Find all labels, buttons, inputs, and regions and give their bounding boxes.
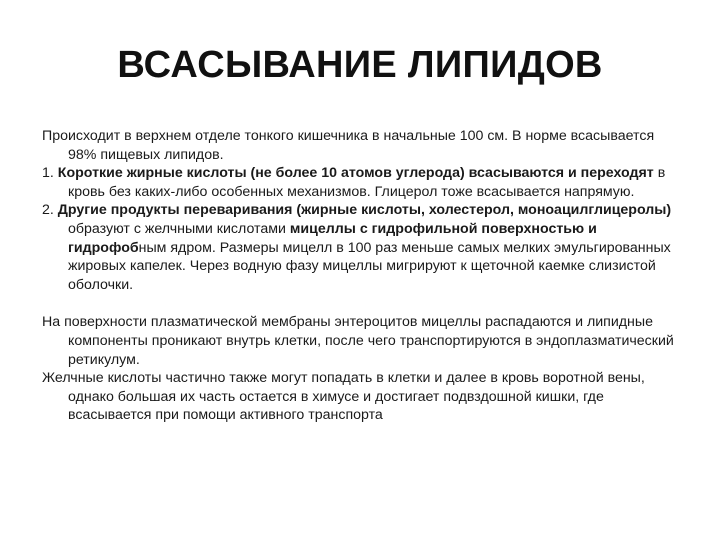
point-2-text: образуют с желчными кислотами [68,220,290,237]
paragraph-point-2 [42,201,682,294]
point-2-bold-text-2: мицеллы с гидрофильной поверхностью и гидрофоб [68,220,597,256]
point-2-text-2: ным ядром. Размеры мицелл в 100 раз меньше самых мелких эмульгированных жировых капелек. Через водную фазу мицеллы мигрируют к щеточной каемке слизистой оболочки. [68,239,671,293]
paragraph-gap [42,294,682,313]
paragraph-intro: Происходит в верхнем отделе тонкого кишечника в начальные 100 см. В норме всасывается 98% пищевых липидов. [42,128,655,163]
point-2-bold-text: Другие продукты переваривания (жирные кислоты, холестерол, моноацилглицеролы) [57,202,672,219]
paragraph-point-1 [42,164,682,201]
point-1-text: в кровь без каких-либо особенных механизмов. Глицерол тоже всасывается напрямую. [68,165,666,200]
point-1-bold-text: Короткие жирные кислоты (не более 10 атомов углерода) всасываются и переходят [57,165,654,182]
paragraph-membrane: На поверхности плазматической мембраны энтероцитов мицеллы распадаются и липидные компоненты проникают внутрь клетки, после чего транспортируются в эндоплазматический ретикулум. [42,314,674,368]
slide-title: ВСАСЫВАНИЕ ЛИПИДОВ [117,44,603,86]
paragraph-bile-acids: Желчные кислоты частично также могут попадать в клетки и далее в кровь воротной вены, однако большая их часть остается в химусе и достигает подвздошной кишки, где всасывается при помощи активного транспорта [42,370,645,424]
point-2-number: 2. [42,202,58,219]
slide-body [42,127,682,425]
point-1-number: 1. [42,165,58,182]
